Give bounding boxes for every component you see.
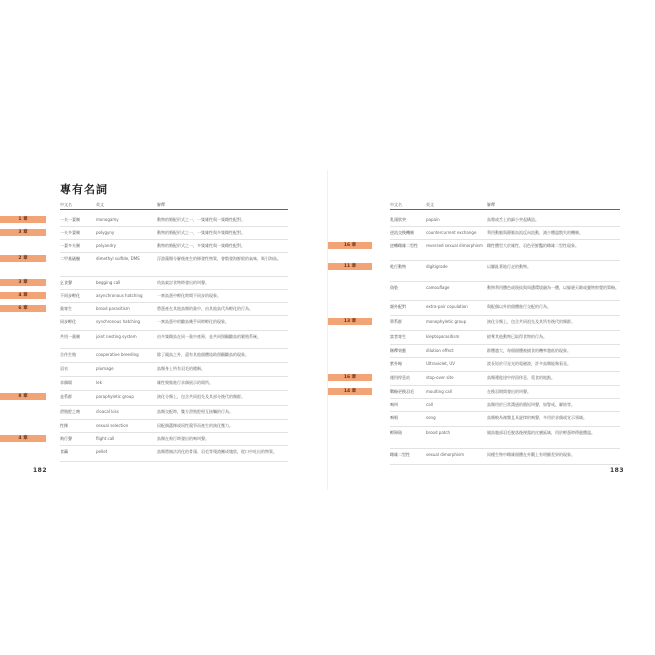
term-chinese: 共用一巢制: [60, 334, 80, 339]
header-zh: 中文名: [390, 202, 402, 207]
header-en: 英文: [426, 202, 434, 207]
term-english: begging call: [96, 280, 121, 285]
term-description: 雌性體型大於雄性、羽色更鮮豔的雌雄二型性現象。: [487, 243, 579, 248]
chapter-tab: 2 章: [0, 255, 46, 262]
row-divider: [390, 385, 620, 386]
term-english: sexual dimorphism: [426, 452, 465, 457]
term-english: asynchronous hatching: [96, 293, 143, 298]
term-description: 波長短於可見光的電磁波，許多鳥類能夠看見。: [487, 361, 571, 366]
term-english: brood parasitism: [96, 306, 130, 311]
term-english: papain: [426, 217, 440, 222]
row-divider: [390, 357, 620, 358]
row-divider: [60, 419, 288, 420]
chapter-tab: 16 章: [328, 374, 372, 381]
term-chinese: 孵卵斑: [390, 430, 402, 435]
term-chinese: 求偶場: [60, 380, 72, 385]
term-english: song: [426, 415, 436, 420]
term-description: 鳥類將無法消化的骨頭、羽毛等殘渣團成塊狀，從口中吐出的物質。: [157, 449, 277, 454]
row-divider: [60, 362, 288, 363]
term-english: kleptoparasitism: [426, 334, 460, 339]
term-chinese: 雌雄二型性: [390, 452, 410, 457]
chapter-tab: 3 章: [0, 279, 46, 286]
term-english: digitigrade: [426, 264, 448, 269]
row-divider: [390, 464, 620, 465]
term-english: pellet: [96, 449, 108, 454]
term-description: 鳥類用於日常溝通的簡短叫聲，如警戒、聯絡等。: [487, 402, 575, 407]
term-chinese: 單系群: [390, 319, 402, 324]
term-chinese: 同步孵化: [60, 319, 76, 324]
term-chinese: 富者寄生: [390, 334, 406, 339]
term-english: brood patch: [426, 430, 451, 435]
row-divider: [60, 348, 288, 349]
term-description: 鳥類較為複雜且具旋律的鳴聲，多用於求偶或宣示領域。: [487, 415, 587, 420]
term-english: camouflage: [426, 285, 450, 290]
term-english: synchronous hatching: [96, 319, 141, 324]
term-description: 在換羽期間發出的叫聲。: [487, 389, 531, 394]
right-header-rule: [390, 209, 620, 210]
page-title: 專有名詞: [60, 183, 108, 196]
term-description: 鳥類在飛行時發出的鳴叫聲。: [157, 436, 209, 441]
page-number-right: 183: [610, 467, 625, 474]
term-description: 與配偶以外的個體進行交配的行為。: [487, 304, 551, 309]
term-chinese: 稀釋效應: [390, 348, 406, 353]
term-english: lek: [96, 380, 102, 385]
row-divider: [60, 252, 288, 253]
term-english: paraphyletic group: [96, 394, 134, 399]
term-description: 浮游藻類分解後產生的揮發性物質，會散發海鮮般的氣味，吸引海鳥。: [157, 256, 281, 261]
term-chinese: 鳴叫: [390, 402, 398, 407]
chapter-tab: 1 章: [0, 216, 46, 223]
chapter-tab: 16 章: [328, 242, 372, 249]
term-english: polygyny: [96, 230, 115, 235]
term-english: countercurrent exchange: [426, 230, 477, 235]
row-divider: [60, 461, 288, 462]
term-description: 雄性聚集進行求偶展示的場所。: [157, 380, 213, 385]
term-chinese: 不同步孵化: [60, 293, 80, 298]
term-description: 鳥類遷徙途中停留休息、覓食的地點。: [487, 375, 555, 380]
term-description: 同種生物中雌雄個體在外觀上有明顯差異的現象。: [487, 452, 575, 457]
term-description: 鳥類身上所有羽毛的總稱。: [157, 366, 205, 371]
term-chinese: 戰略更換羽毛: [390, 389, 414, 394]
row-divider: [390, 330, 620, 331]
term-description: 利用動脈與靜脈血流反向流動，減少體溫散失的機制。: [487, 230, 583, 235]
row-divider: [390, 281, 620, 282]
row-divider: [60, 302, 288, 303]
term-chinese: 乳頭狀突: [390, 217, 406, 222]
term-english: stop-over site: [426, 375, 454, 380]
term-description: 群體越大，每個個體被捕食的機率越低的現象。: [487, 348, 571, 353]
term-english: reversed sexual dimorphism: [426, 243, 483, 248]
term-description: 以腳趾著地行走的動物。: [487, 264, 531, 269]
term-chinese: 紫外線: [390, 361, 402, 366]
term-chinese: 食繭: [60, 449, 68, 454]
chapter-tab: 4 章: [0, 435, 46, 442]
chapter-tab: 4 章: [0, 292, 46, 299]
term-english: dilution effect: [426, 348, 454, 353]
term-english: sexual selection: [96, 423, 129, 428]
row-divider: [60, 276, 288, 277]
term-english: dimethyl sulfide, DMS: [96, 256, 140, 261]
row-divider: [390, 260, 620, 261]
chapter-tab: 3 章: [0, 229, 46, 236]
term-chinese: 額外配對: [390, 304, 406, 309]
header-desc: 解釋: [487, 202, 495, 207]
row-divider: [60, 315, 288, 316]
row-divider: [60, 226, 288, 227]
row-divider: [390, 344, 620, 345]
right-page: [328, 0, 655, 655]
chapter-tab: 11 章: [328, 263, 372, 270]
term-chinese: 一夫一妻制: [60, 217, 80, 222]
term-english: extra-pair copulation: [426, 304, 468, 309]
term-chinese: 性擇: [60, 423, 68, 428]
row-divider: [390, 300, 620, 301]
row-divider: [390, 371, 620, 372]
row-divider: [390, 398, 620, 399]
term-description: 將蛋產在其他鳥類的巢中，由其他鳥代為孵化的行為。: [157, 306, 253, 311]
row-divider: [60, 390, 288, 391]
term-chinese: 一夫多妻制: [60, 230, 80, 235]
term-description: 親鳥腹部羽毛脫落後裸露的皮膚區域，用於孵蛋時傳遞體溫。: [487, 430, 595, 435]
term-description: 由多隻雌鳥在同一巢中產卵，並共同照顧雛鳥的繁殖系統。: [157, 334, 261, 339]
term-english: flight call: [96, 436, 115, 441]
left-page: [0, 0, 327, 655]
term-chinese: 逆流交換機制: [390, 230, 414, 235]
row-divider: [60, 289, 288, 290]
term-chinese: 乾行動物: [390, 264, 406, 269]
term-english: polyandry: [96, 243, 117, 248]
header-en: 英文: [96, 202, 104, 207]
term-description: 鳥喙或舌上的細小突起構造。: [487, 217, 539, 222]
term-chinese: 乞食聲: [60, 280, 72, 285]
row-divider: [60, 239, 288, 240]
chapter-tab: 6 章: [0, 305, 46, 312]
term-description: 動物利用體色或斑紋與周遭環境融為一體，以躲避天敵或獵物察覺的策略。: [487, 285, 619, 290]
row-divider: [390, 226, 620, 227]
term-description: 一窩鳥蛋中的雛鳥幾乎同時孵化的現象。: [157, 319, 229, 324]
term-english: cloacal kiss: [96, 409, 119, 414]
term-chinese: 一妻多夫制: [60, 243, 80, 248]
left-header-rule: [60, 209, 288, 210]
row-divider: [390, 239, 620, 240]
row-divider: [60, 405, 288, 406]
row-divider: [390, 448, 620, 449]
term-chinese: 飛行聲: [60, 436, 72, 441]
term-description: 動物的婚配形式之一，多隻雄性與一隻雌性配對。: [157, 243, 245, 248]
header-zh: 中文名: [60, 202, 72, 207]
term-chinese: 巢寄生: [60, 306, 72, 311]
chapter-tab: 14 章: [328, 388, 372, 395]
row-divider: [390, 426, 620, 427]
term-english: cooperative breeding: [96, 352, 139, 357]
term-english: joint nesting system: [96, 334, 137, 339]
chapter-tab: 8 章: [0, 393, 46, 400]
term-english: plumage: [96, 366, 114, 371]
term-description: 因配偶選擇或同性競爭而產生的演化壓力。: [157, 423, 233, 428]
term-english: moulting call: [426, 389, 452, 394]
row-divider: [60, 330, 288, 331]
term-chinese: 合作生殖: [60, 352, 76, 357]
term-description: 動物的婚配形式之一，一隻雄性與多隻雌性配對。: [157, 230, 245, 235]
term-english: Ultraviolet, UV: [426, 361, 455, 366]
term-chinese: 偽裝: [390, 285, 398, 290]
term-description: 演化分類上，包含共同祖先及其所有後代的類群。: [487, 319, 575, 324]
term-description: 搶奪其他動物已取得食物的行為。: [487, 334, 547, 339]
term-chinese: 逆轉雌雄二型性: [390, 243, 418, 248]
header-desc: 解釋: [157, 202, 165, 207]
term-english: call: [426, 402, 433, 407]
term-description: 幼鳥索討食物時發出的叫聲。: [157, 280, 209, 285]
row-divider: [60, 432, 288, 433]
term-chinese: 運用停息站: [390, 375, 410, 380]
term-description: 動物的婚配形式之一，一隻雄性與一隻雌性配對。: [157, 217, 245, 222]
term-chinese: 羽衣: [60, 366, 68, 371]
term-chinese: 鳴唱: [390, 415, 398, 420]
term-description: 演化分類上，包含共同祖先及其部分後代的類群。: [157, 394, 245, 399]
term-chinese: 二甲基硫醚: [60, 256, 80, 261]
row-divider: [390, 315, 620, 316]
row-divider: [390, 411, 620, 412]
page-number-left: 182: [33, 467, 48, 474]
term-english: monogamy: [96, 217, 119, 222]
term-description: 一窩鳥蛋中孵化時間不同步的現象。: [157, 293, 221, 298]
term-chinese: 並系群: [60, 394, 72, 399]
row-divider: [60, 445, 288, 446]
term-description: 鳥類交配時，雙方泄殖腔相互接觸的行為。: [157, 409, 233, 414]
term-chinese: 泄殖腔之吻: [60, 409, 80, 414]
chapter-tab: 13 章: [328, 318, 372, 325]
term-english: monophyletic group: [426, 319, 467, 324]
row-divider: [60, 376, 288, 377]
term-description: 除了親鳥之外，還有其他個體協助照顧雛鳥的現象。: [157, 352, 249, 357]
